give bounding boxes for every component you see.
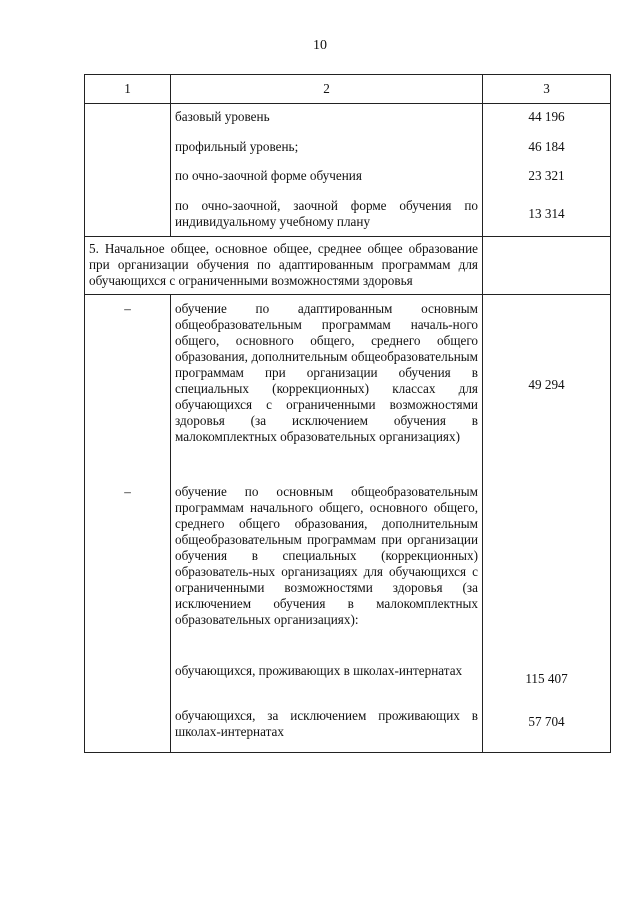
- row-value-cell: [483, 295, 611, 753]
- list-item: по очно-заочной форме обучения: [175, 168, 362, 183]
- section-heading: 5. Начальное общее, основное общее, среднее общее образование при организации обучения по адаптированным программам для обучающихся с ограниченными возможностями здоровья: [89, 241, 478, 288]
- list-item: по очно-заочной, заочной форме обучения по индивидуальному учебному плану: [175, 198, 478, 229]
- header-col-1: 1: [85, 75, 171, 104]
- dash-marker: –: [124, 301, 131, 316]
- value-text: 13 314: [528, 206, 565, 221]
- value-text: 44 196: [528, 109, 565, 124]
- data-table: [84, 74, 611, 753]
- table-row: [85, 104, 611, 237]
- section-value-cell: [483, 237, 611, 295]
- value-text: 49 294: [528, 377, 565, 392]
- value-text: 115 407: [525, 671, 568, 686]
- list-item: профильный уровень;: [175, 139, 299, 154]
- value-text: 57 704: [528, 714, 565, 729]
- value-text: [483, 484, 610, 663]
- row-marker-cell: [85, 104, 171, 237]
- header-col-3: 3: [483, 75, 611, 104]
- list-item: обучающихся, проживающих в школах-интернатах: [175, 663, 463, 678]
- list-item: обучение по адаптированным основным общеобразовательным программам началь-ного общего, основного общего, среднего общего образования, дополнительным общеобразовательным программам при организации обучения в специальных (коррекционных) классах для обучающихся с ограниченными возможностями здоровья (за исключением обучения в малокомплектных образовательных организациях): [175, 301, 478, 444]
- section-heading-cell: [85, 237, 483, 295]
- dash-marker: –: [124, 484, 131, 499]
- page-number: 10: [313, 38, 327, 53]
- header-col-2: 2: [171, 75, 483, 104]
- row-marker-cell: [85, 295, 171, 753]
- row-text-cell: [171, 104, 483, 237]
- list-item: обучающихся, за исключением проживающих в школах-интернатах: [175, 708, 478, 739]
- section-row: [85, 237, 611, 295]
- table-row: [85, 295, 611, 753]
- list-item: обучение по основным общеобразовательным программам начального общего, основного общего, среднего общего образования, дополнительным общеобразовательным программам при организации обучения в специальных (коррекционных) образователь-ных организациях для обучающихся с ограниченными возможностями здоровья (за исключением обучения в малокомплектных образовательных организациях):: [175, 484, 478, 627]
- row-text-cell: [171, 295, 483, 753]
- row-value-cell: [483, 104, 611, 237]
- value-text: 46 184: [528, 139, 565, 154]
- value-text: 23 321: [528, 168, 565, 183]
- table-header-row: [85, 75, 611, 104]
- list-item: базовый уровень: [175, 109, 270, 124]
